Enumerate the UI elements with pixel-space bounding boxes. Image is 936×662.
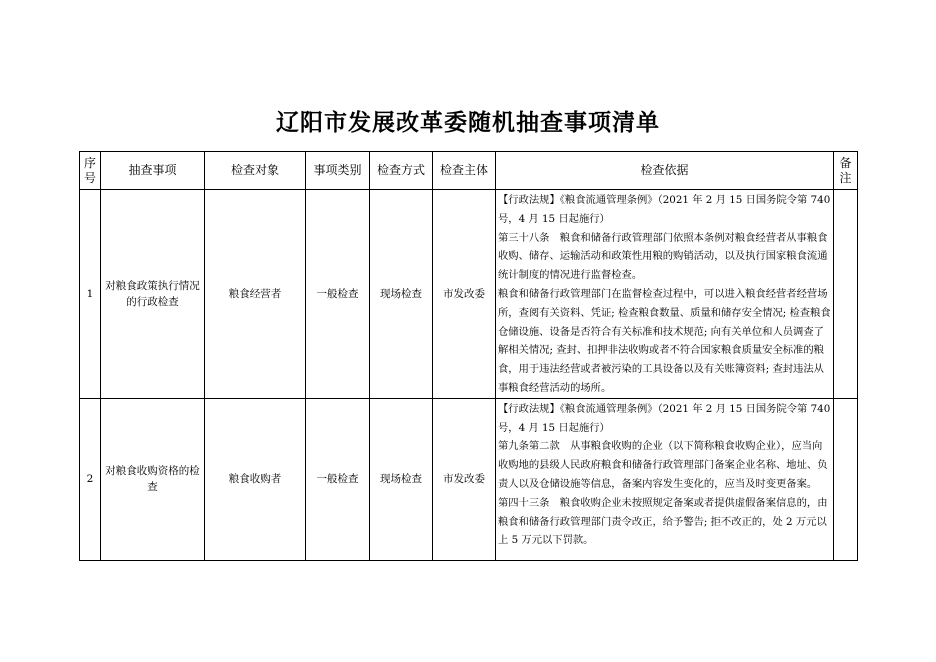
cell-target: 粮食收购者 — [205, 398, 306, 560]
cell-target: 粮食经营者 — [205, 190, 306, 399]
basis-paragraph: 粮食和储备行政管理部门在监督检查过程中，可以进入粮食经营者经营场所，查阅有关资料、凭证; 检查粮食数量、质量和储存安全情况; 检查粮食仓储设施、设备是否符合有关标准和技术规范; 向有关单位和人员调查了解相关情况; 查封、扣押非法收购或者不符合国家粮食质量安全标准的粮食，用于违法经营或者被污染的工具设备以及有关账簿资料; 查封违法从事粮食经营活动的场所。 — [498, 287, 831, 394]
header-method: 检查方式 — [370, 152, 433, 190]
cell-method: 现场检查 — [370, 190, 433, 399]
basis-paragraph: 第九条第二款 从事粮食收购的企业（以下简称粮食收购企业），应当向收购地的县级人民政府粮食和储备行政管理部门备案企业名称、地址、负责人以及仓储设施等信息，备案内容发生变化的，应当及时变更备案。 — [498, 440, 828, 490]
basis-paragraph: 第四十三条 粮食收购企业未按照规定备案或者提供虚假备案信息的，由粮食和储备行政管理部门责令改正，给予警告; 拒不改正的，处 2 万元以上 5 万元以下罚款。 — [498, 496, 828, 547]
cell-method: 现场检查 — [370, 398, 433, 560]
cell-seq: 1 — [80, 190, 101, 399]
header-item: 抽查事项 — [101, 152, 205, 190]
cell-seq: 2 — [80, 398, 101, 560]
header-category: 事项类别 — [306, 152, 370, 190]
header-subject: 检查主体 — [433, 152, 496, 190]
cell-basis — [496, 398, 834, 560]
basis-paragraph: 第三十八条 粮食和储备行政管理部门依照本条例对粮食经营者从事粮食收购、储存、运输活动和政策性用粮的购销活动，以及执行国家粮食流通统计制度的情况进行监督检查。 — [498, 231, 828, 282]
cell-subject: 市发改委 — [433, 398, 496, 560]
inspection-table — [79, 151, 858, 561]
header-target: 检查对象 — [205, 152, 306, 190]
cell-category: 一般检查 — [306, 398, 370, 560]
basis-paragraph: 【行政法规】《粮食流通管理条例》（2021 年 2 月 15 日国务院令第 740 号，4 月 15 日起施行） — [498, 194, 831, 225]
cell-remark — [834, 398, 858, 560]
cell-subject: 市发改委 — [433, 190, 496, 399]
cell-category: 一般检查 — [306, 190, 370, 399]
header-remark: 备注 — [834, 152, 858, 190]
basis-paragraph: 【行政法规】《粮食流通管理条例》（2021 年 2 月 15 日国务院令第 740 号，4 月 15 日起施行） — [498, 402, 831, 434]
table-row — [80, 398, 858, 560]
cell-remark — [834, 190, 858, 399]
cell-basis — [496, 190, 834, 399]
header-seq: 序号 — [80, 152, 101, 190]
header-row — [80, 152, 858, 190]
cell-item: 对粮食政策执行情况的行政检查 — [101, 190, 205, 399]
header-basis: 检查依据 — [496, 152, 834, 190]
table-row — [80, 190, 858, 399]
page-title: 辽阳市发展改革委随机抽查事项清单 — [276, 110, 660, 136]
cell-item: 对粮食收购资格的检查 — [101, 398, 205, 560]
